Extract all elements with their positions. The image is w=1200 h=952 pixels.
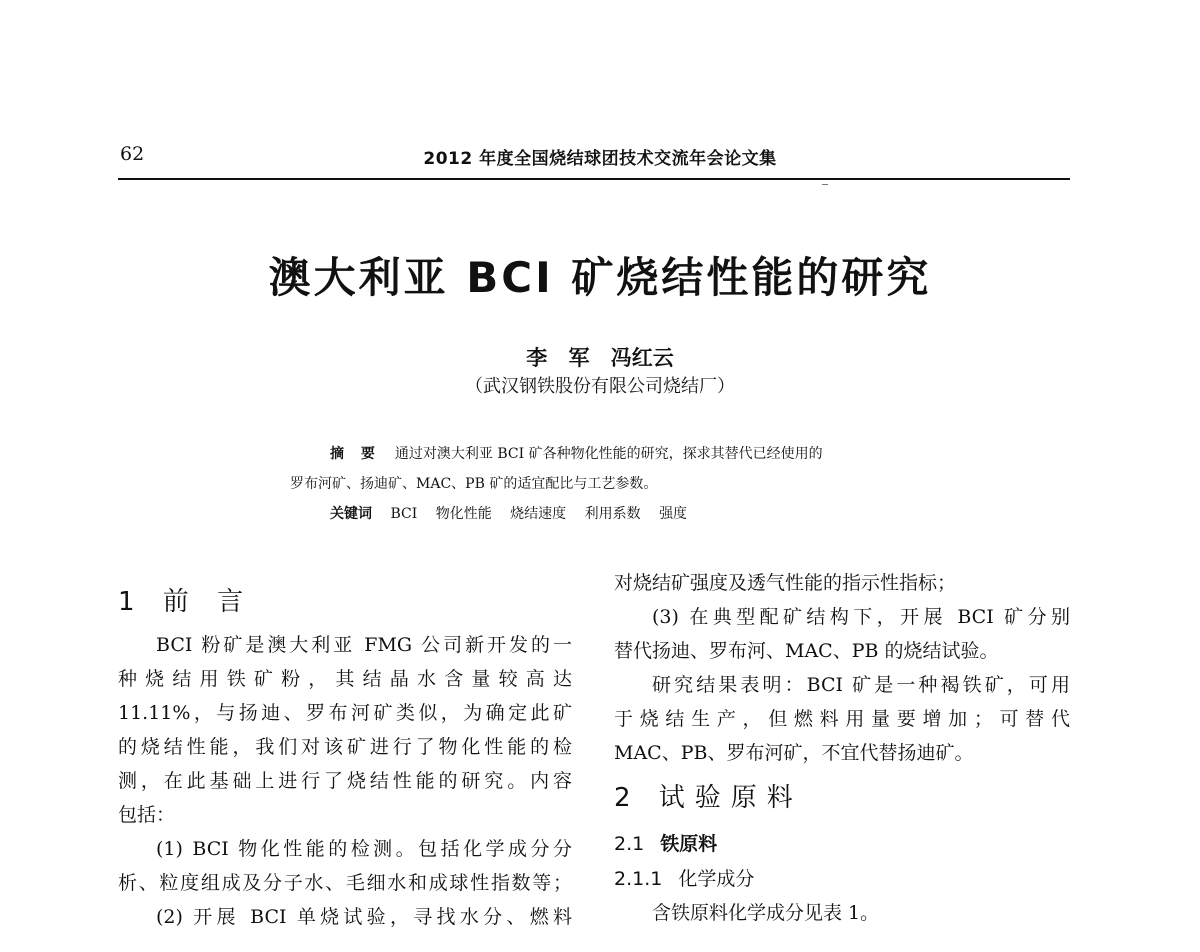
- abstract-text-1: 通过对澳大利亚 BCI 矿各种物化性能的研究，探求其替代已经使用的: [394, 446, 823, 462]
- para-line: 包括：: [118, 804, 176, 826]
- para-line: 种烧结用铁矿粉，其结晶水含量较高达: [118, 668, 572, 690]
- keyword: BCI: [390, 506, 418, 522]
- list-item-line: 对烧结矿强度及透气性能的指示性指标；: [614, 572, 957, 594]
- para-line: 研究结果表明：BCI 矿是一种褐铁矿，可用: [652, 674, 1070, 696]
- list-item-line: (1) BCI 物化性能的检测。包括化学成分分: [156, 838, 572, 860]
- list-item-line: 析、粒度组成及分子水、毛细水和成球性指数等；: [118, 872, 572, 894]
- abstract-line-2: [290, 474, 657, 494]
- authors: 李 军 冯红云: [526, 346, 674, 370]
- paper-title: 澳大利亚 BCI 矿烧结性能的研究: [268, 253, 932, 302]
- para-line: 于烧结生产，但燃料用量要增加；可替代: [614, 708, 1070, 730]
- keywords-line: [330, 504, 701, 524]
- page-number: 62: [120, 143, 145, 165]
- para-line: BCI 粉矿是澳大利亚 FMG 公司新开发的一: [156, 634, 572, 656]
- left-column: [118, 582, 572, 934]
- keywords-label: 关键词: [330, 506, 372, 522]
- affiliation: （武汉钢铁股份有限公司烧结厂）: [465, 376, 735, 397]
- abstract-text-2: 罗布河矿、扬迪矿、MAC、PB 矿的适宜配比与工艺参数。: [290, 476, 658, 492]
- right-column: [614, 566, 1070, 930]
- subsection-heading: [614, 826, 1070, 862]
- para-line: 11.11%，与扬迪、罗布河矿类似，为确定此矿: [118, 702, 572, 724]
- subsubsection-title: 化学成分: [678, 868, 755, 890]
- keyword: 利用系数: [584, 506, 641, 522]
- keyword: 物化性能: [435, 506, 492, 522]
- para-line: 测，在此基础上进行了烧结性能的研究。内容: [118, 770, 572, 792]
- list-item-line: 替代扬迪、罗布河、MAC、PB 的烧结试验。: [614, 640, 999, 662]
- para-line: 含铁原料化学成分见表 1。: [652, 902, 880, 924]
- para-line: 的烧结性能，我们对该矿进行了物化性能的检: [118, 736, 572, 758]
- scan-speck: [822, 184, 828, 185]
- subsubsection-number: 2.1.1: [614, 868, 663, 890]
- keyword: 强度: [659, 506, 688, 522]
- section-heading-2: 2 试验原料: [614, 783, 803, 813]
- keyword: 烧结速度: [510, 506, 567, 522]
- para-line: MAC、PB、罗布河矿，不宜代替扬迪矿。: [614, 742, 974, 764]
- header-rule: [118, 178, 1070, 180]
- subsection-title: 铁原料: [660, 833, 718, 855]
- running-header: 2012 年度全国烧结球团技术交流年会论文集: [423, 149, 777, 169]
- abstract-line-1: [330, 444, 823, 464]
- abstract-label: 摘 要: [330, 446, 381, 462]
- subsubsection-heading: [614, 862, 1070, 896]
- subsection-number: 2.1: [614, 833, 645, 855]
- section-heading-1: 1 前 言: [118, 587, 254, 617]
- list-item-line: (3) 在典型配矿结构下，开展 BCI 矿分别: [652, 606, 1070, 628]
- list-item-line: (2) 开展 BCI 单烧试验，寻找水分、燃料: [156, 906, 572, 928]
